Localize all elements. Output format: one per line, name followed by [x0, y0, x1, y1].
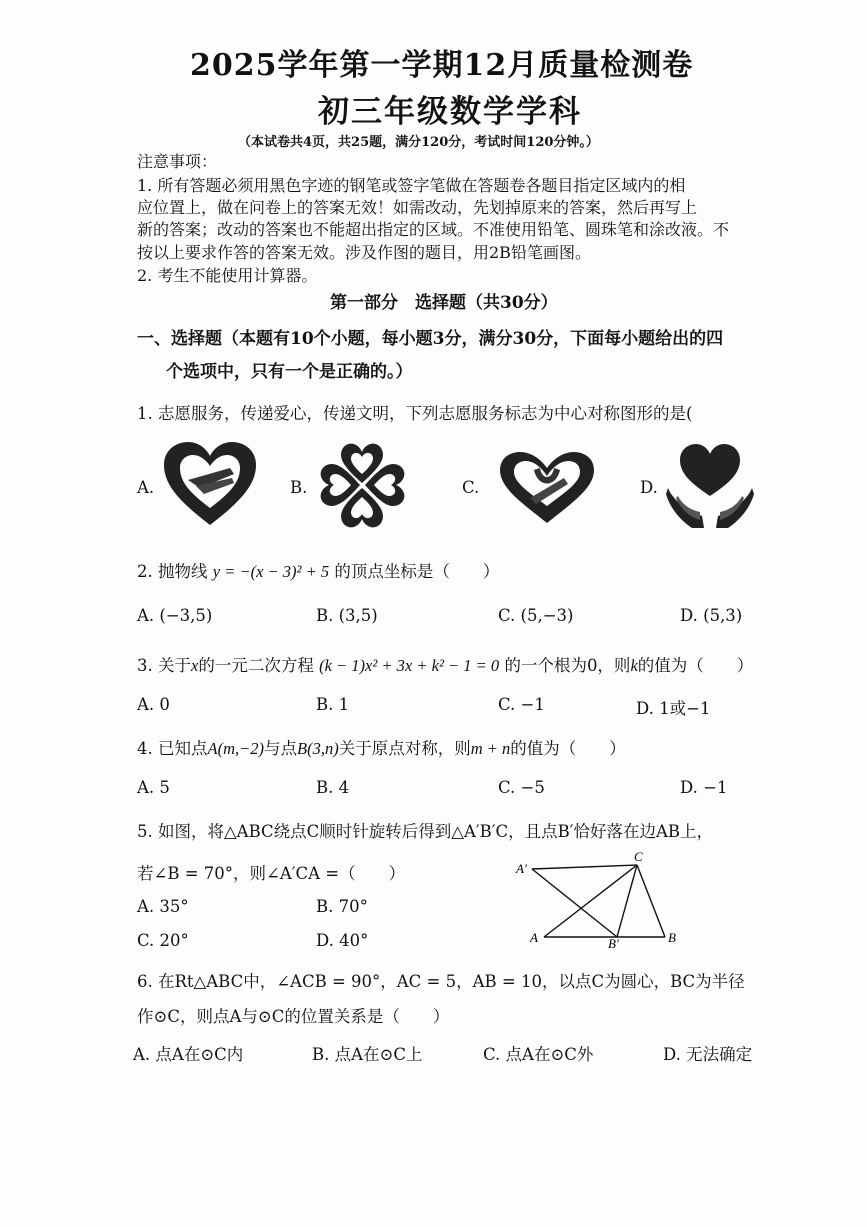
heart-in-hands-logo-icon — [662, 440, 758, 530]
q2-equation: y = −(x − 3)² + 5 — [212, 562, 330, 581]
q3-option-a: A. 0 — [137, 695, 170, 714]
instruction-line: 按以上要求作答的答案无效。涉及作图的题目，用2B铅笔画图。 — [137, 243, 591, 262]
question-6-line2: 作⊙C，则点A与⊙C的位置关系是（ ） — [137, 1007, 450, 1026]
instruction-line: 应位置上，做在问卷上的答案无效！如需改动，先划掉原来的答案，然后再写上 — [137, 198, 698, 217]
q3-end: 的值为（ ） — [637, 656, 754, 675]
q3-var: x — [191, 656, 199, 675]
instructions-heading: 注意事项： — [137, 152, 218, 171]
exam-note: （本试卷共4页，共25题，满分120分，考试时间120分钟。） — [238, 135, 599, 150]
fig-label-c: C — [634, 849, 643, 864]
q3-post: 的一个根为0，则 — [504, 656, 631, 675]
part-title: 第一部分 选择题（共30分） — [330, 293, 558, 313]
q4-mid: 与点 — [264, 739, 297, 758]
fig-label-b-prime: B′ — [608, 936, 619, 950]
instruction-line: 2. 考生不能使用计算器。 — [137, 266, 318, 285]
q4-option-a: A. 5 — [137, 778, 170, 797]
q3-equation: (k − 1)x² + 3x + k² − 1 = 0 — [319, 656, 500, 675]
q5-option-d: D. 40° — [316, 931, 369, 950]
q4-point-b: B(3,n) — [297, 739, 339, 758]
fig-label-a: A — [530, 930, 538, 945]
q2-pre: 2. 抛物线 — [137, 562, 208, 581]
q2-option-a: A. (−3,5) — [137, 606, 213, 625]
q4-option-b: B. 4 — [316, 778, 350, 797]
q5-option-a: A. 35° — [137, 897, 189, 916]
q5-rotation-figure — [510, 845, 690, 950]
exam-subtitle: 初三年级数学学科 — [318, 94, 582, 130]
q1-option-a-label: A. — [137, 478, 155, 497]
question-5-line1: 5. 如图，将△ABC绕点C顺时针旋转后得到△A′B′C，且点B′恰好落在边AB上， — [137, 822, 714, 841]
q4-option-d: D. −1 — [680, 778, 728, 797]
q4-end: 的值为（ ） — [510, 739, 626, 758]
q4-option-c: C. −5 — [498, 778, 545, 797]
exam-title: 2025学年第一学期12月质量检测卷 — [190, 48, 694, 83]
q5-option-b: B. 70° — [316, 897, 368, 916]
q1-option-b-label: B. — [290, 478, 308, 497]
q6-option-d: D. 无法确定 — [663, 1045, 753, 1064]
q3-mid: 的一元二次方程 — [198, 656, 314, 675]
instruction-line: 新的答案；改动的答案也不能超出指定的区域。不准使用铅笔、圆珠笔和涂改液。不 — [137, 220, 730, 239]
q2-option-d: D. (5,3) — [680, 606, 743, 625]
double-heart-ribbon-logo-icon — [492, 448, 602, 528]
clover-hands-logo-icon — [315, 438, 410, 533]
q3-pre: 3. 关于 — [137, 656, 191, 675]
q4-expr: m + n — [470, 739, 511, 758]
q3-option-b: B. 1 — [316, 695, 350, 714]
section-heading: 一、选择题（本题有10个小题，每小题3分，满分30分，下面每小题给出的四 — [137, 329, 724, 349]
q3-option-c: C. −1 — [498, 695, 545, 714]
q6-option-a: A. 点A在⊙C内 — [133, 1045, 244, 1064]
q2-option-b: B. (3,5) — [316, 606, 378, 625]
q6-option-c: C. 点A在⊙C外 — [483, 1045, 594, 1064]
instruction-line: 1. 所有答题必须用黑色字迹的钢笔或签字笔做在答题卷各题目指定区域内的相 — [137, 176, 686, 195]
q6-option-b: B. 点A在⊙C上 — [312, 1045, 423, 1064]
q4-point-a: A(m,−2) — [207, 739, 264, 758]
section-heading: 个选项中，只有一个是正确的。） — [166, 362, 413, 382]
q4-post: 关于原点对称，则 — [338, 739, 471, 758]
question-6-line1: 6. 在Rt△ABC中，∠ACB = 90°，AC = 5，AB = 10，以点C为圆心，BC为半径 — [137, 972, 745, 991]
q1-option-d-label: D. — [640, 478, 658, 497]
q2-post: 的顶点坐标是（ ） — [334, 562, 500, 581]
question-2-stem — [137, 558, 499, 582]
q3-option-d: D. 1或−1 — [636, 699, 711, 718]
q5-option-c: C. 20° — [137, 931, 189, 950]
fig-label-a-prime: A′ — [516, 861, 527, 876]
question-1-stem: 1. 志愿服务，传递爱心，传递文明，下列志愿服务标志为中心对称图形的是( — [137, 404, 693, 423]
fig-label-b: B — [668, 930, 676, 945]
q2-option-c: C. (5,−3) — [498, 606, 574, 625]
heart-hand-logo-icon — [160, 440, 260, 530]
q3-var2: k — [630, 656, 638, 675]
q1-option-c-label: C. — [462, 478, 480, 497]
question-3-stem — [137, 652, 753, 676]
q4-pre: 4. 已知点 — [137, 739, 208, 758]
question-5-line2: 若∠B = 70°，则∠A′CA =（ ） — [137, 864, 406, 883]
question-4-stem — [137, 735, 626, 759]
